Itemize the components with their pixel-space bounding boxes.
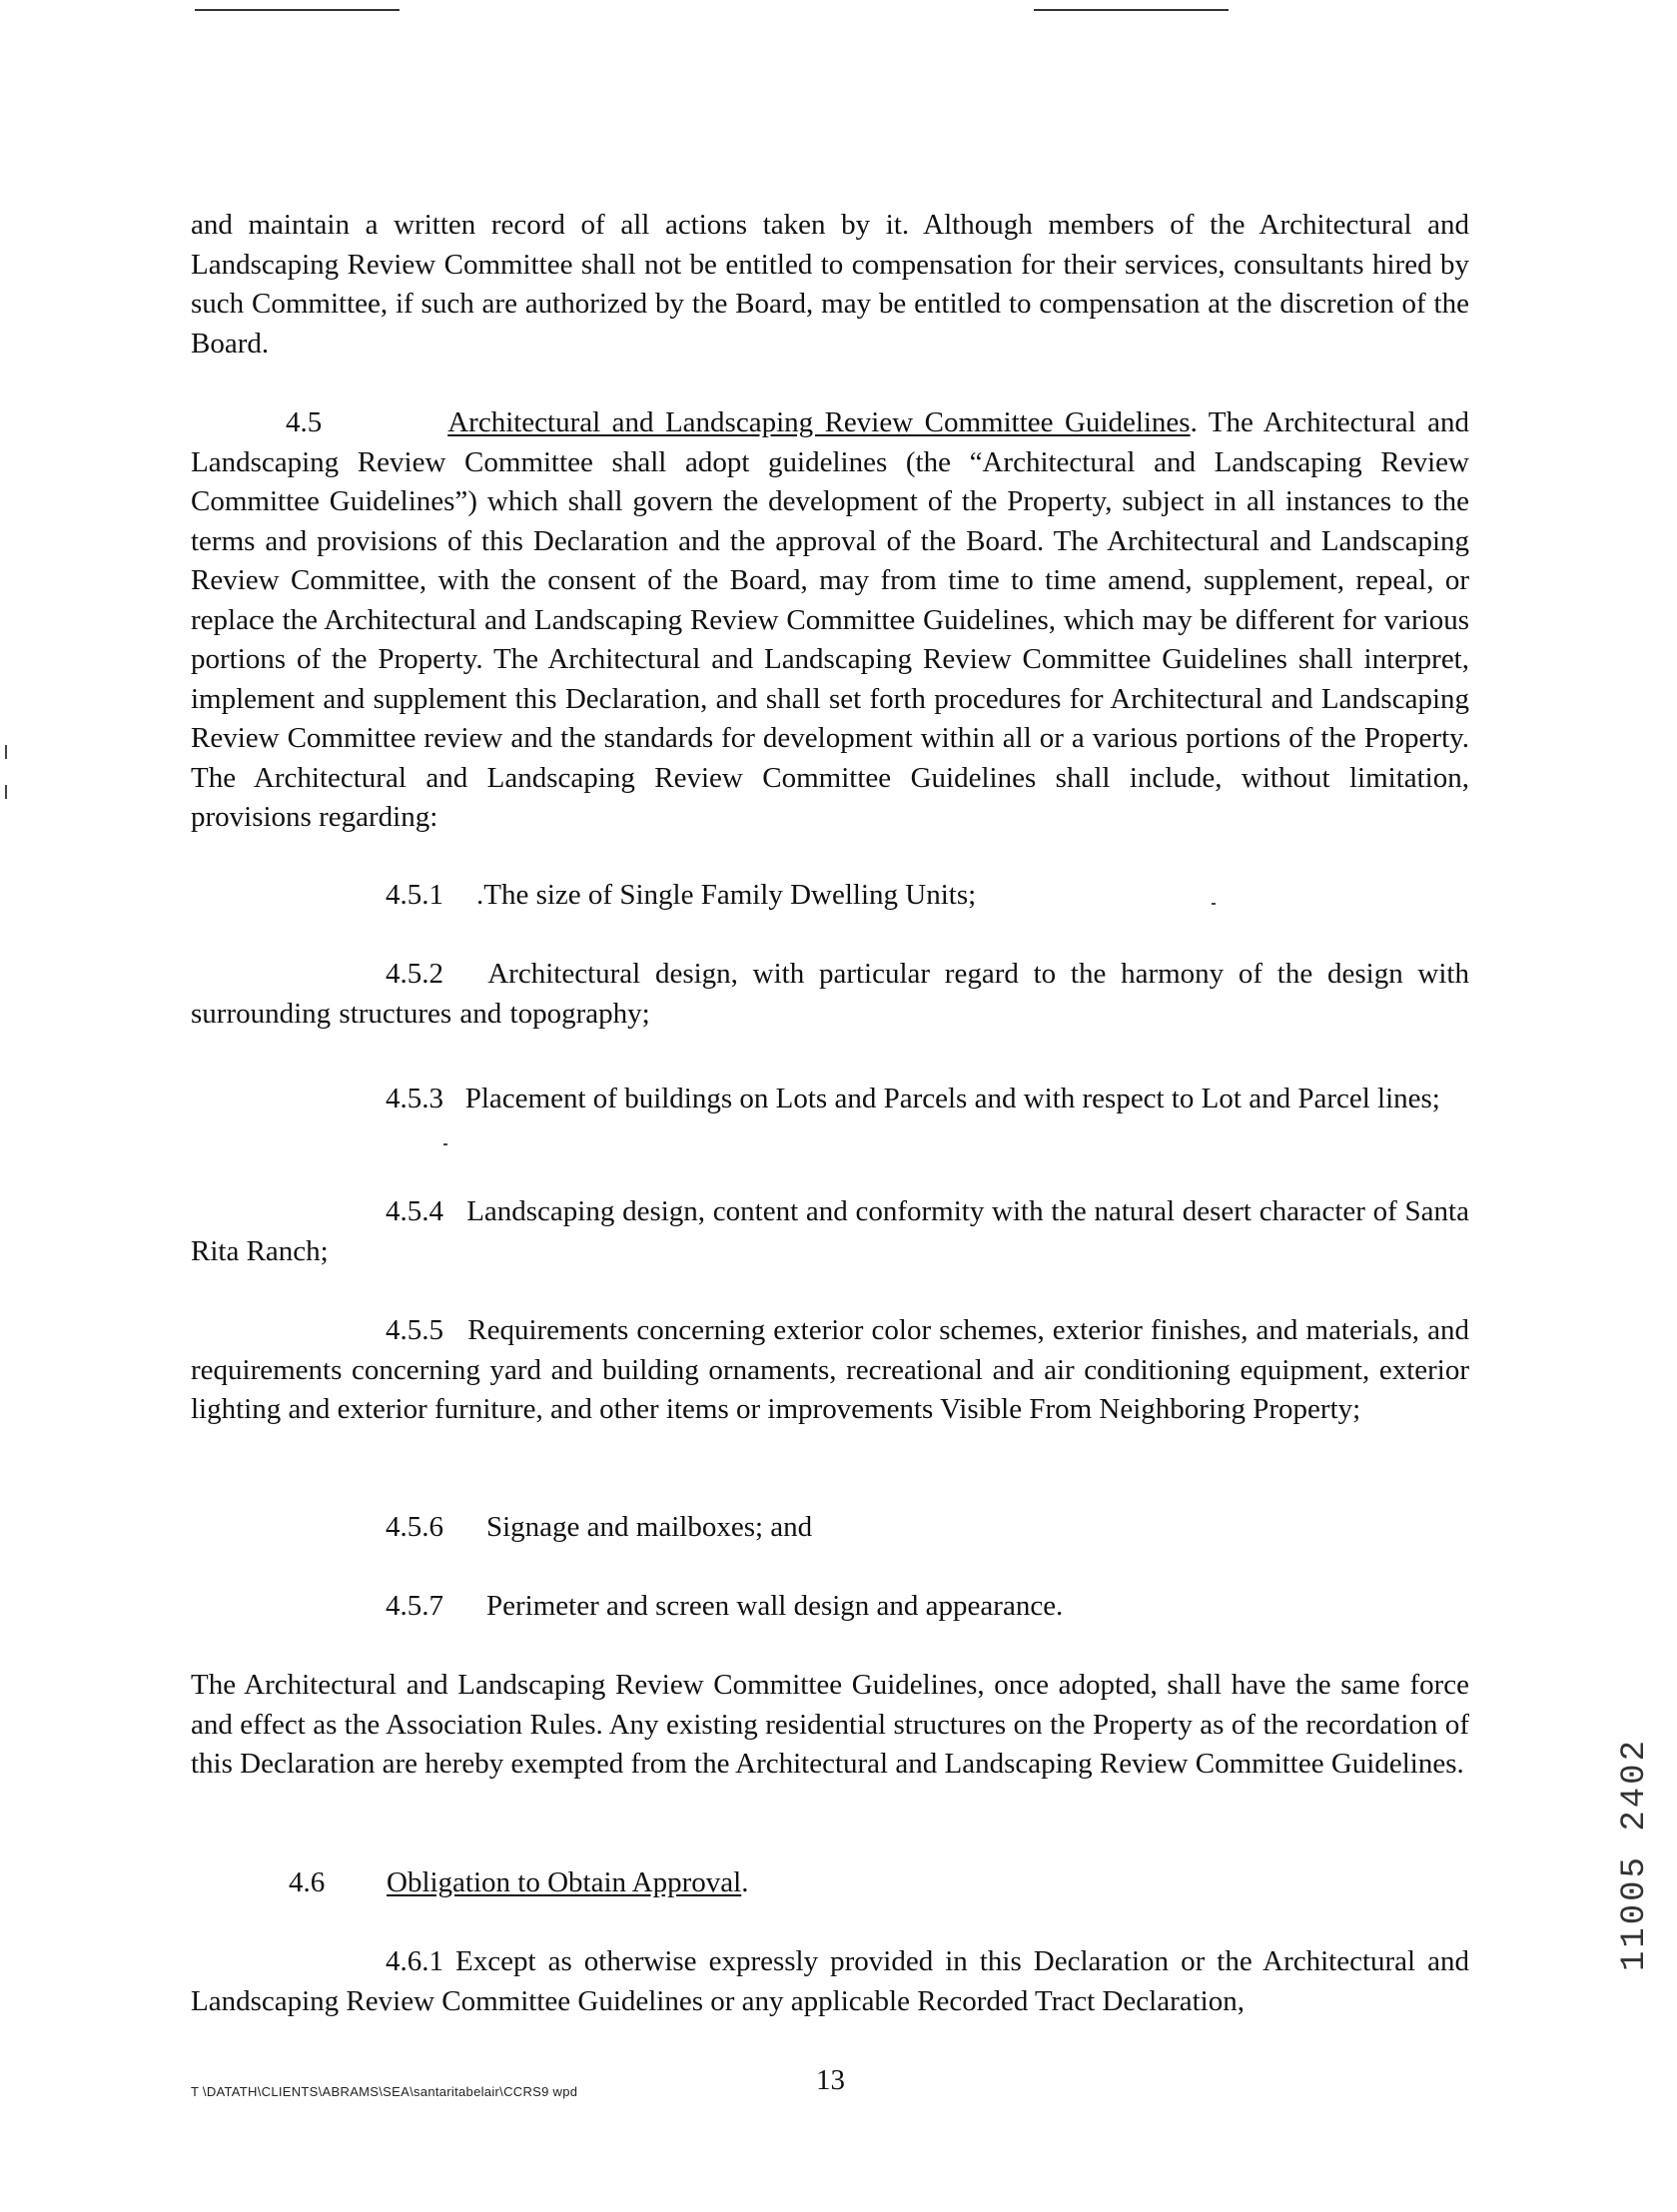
top-rule-left xyxy=(195,9,400,11)
item-number: 4.5.6 xyxy=(386,1511,443,1543)
item-text: Perimeter and screen wall design and appearance. xyxy=(486,1590,1064,1622)
item-number: 4.5.3 xyxy=(386,1083,443,1114)
item-number: 4.5.4 xyxy=(386,1195,443,1227)
margin-tick xyxy=(5,785,7,799)
item-text: Architectural design, with particular regard to the harmony of the design with surrounding structures and topography; xyxy=(191,958,1469,1030)
item-number: 4.6.1 xyxy=(386,1945,443,1977)
item-text: Landscaping design, content and conformity with the natural desert character of Santa Rita Ranch; xyxy=(191,1195,1469,1267)
item-number: 4.5.2 xyxy=(386,958,443,990)
section-4-5-heading: Architectural and Landscaping Review Committee Guidelines xyxy=(447,406,1191,438)
scan-speck xyxy=(443,1143,447,1145)
item-paragraph xyxy=(191,955,1469,1034)
item-text: Requirements concerning exterior color schemes, exterior finishes, and materials, and requirements concerning yard and building ornaments, recreational and air conditioning equipment, exterior lighting and exterior furniture, and other items or improvements Visible From Neighboring Property; xyxy=(191,1314,1469,1425)
intro-paragraph: and maintain a written record of all actions taken by it. Although members of the Architectural and Landscaping Review Committee shall not be entitled to compensation for their services, consultants hired by such Committee, if such are authorized by the Board, may be entitled to compensation at the discretion of the Board. xyxy=(191,209,1469,360)
item-number: 4.5.7 xyxy=(386,1590,443,1622)
item-text: .The size of Single Family Dwelling Units; xyxy=(476,879,977,911)
item-number: 4.5.1 xyxy=(386,879,443,911)
item-text: Placement of buildings on Lots and Parcels and with respect to Lot and Parcel lines; xyxy=(464,1083,1440,1114)
item-text: Signage and mailboxes; and xyxy=(486,1511,813,1543)
section-4-6-heading-line xyxy=(387,1863,748,1903)
item-text: Except as otherwise expressly provided in this Declaration or the Architectural and Landscaping Review Committee Guidelines or any applicable Recorded Tract Declaration, xyxy=(191,1945,1470,2017)
item-paragraph xyxy=(191,1074,1469,1124)
scan-speck xyxy=(1212,903,1216,905)
item-4-6-1-paragraph xyxy=(191,1942,1469,2021)
top-rule-right xyxy=(1034,9,1229,11)
section-4-5-number: 4.5 xyxy=(286,406,323,438)
item-number: 4.5.5 xyxy=(386,1314,443,1346)
footer-file-path: T \DATATH\CLIENTS\ABRAMS\SEA\santaritabelair\CCRS9 wpd xyxy=(191,2084,578,2099)
guidelines-paragraph: The Architectural and Landscaping Review Committee Guidelines, once adopted, shall have the same force and effect as the Association Rules. Any existing residential structures on the Property as of the recordation of this Declaration are hereby exempted from the Architectural and Landscaping Review Committee Guidelines. xyxy=(191,1669,1469,1780)
section-4-6-number: 4.6 xyxy=(289,1866,326,1898)
item-paragraph xyxy=(191,1311,1469,1430)
margin-tick xyxy=(5,745,7,759)
section-4-6-heading-suffix: . xyxy=(741,1866,749,1898)
section-4-6-heading: Obligation to Obtain Approval xyxy=(387,1866,742,1898)
page-number: 13 xyxy=(816,2064,845,2096)
item-paragraph xyxy=(191,1192,1469,1271)
section-4-5-text: . The Architectural and Landscaping Review Committee shall adopt guidelines (the “Architectural and Landscaping Review Committee Guidelines”) which shall govern the development of the Property, subject in all instances to the terms and provisions of this Declaration and the approval of the Board. The Architectural and Landscaping Review Committee, with the consent of the Board, may from time to time amend, supplement, repeal, or replace the Architectural and Landscaping Review Committee Guidelines, which may be different for various portions of the Property. The Architectural and Landscaping Review Committee Guidelines shall interpret, implement and supplement this Declaration, and shall set forth procedures for Architectural and Landscaping Review Committee review and the standards for development within all or a various portions of the Property. The Architectural and Landscaping Review Committee Guidelines shall include, without limitation, provisions regarding: xyxy=(191,406,1470,833)
recording-stamp: 11005 2402 xyxy=(1616,1738,1654,1972)
section-4-5-paragraph xyxy=(191,403,1469,838)
